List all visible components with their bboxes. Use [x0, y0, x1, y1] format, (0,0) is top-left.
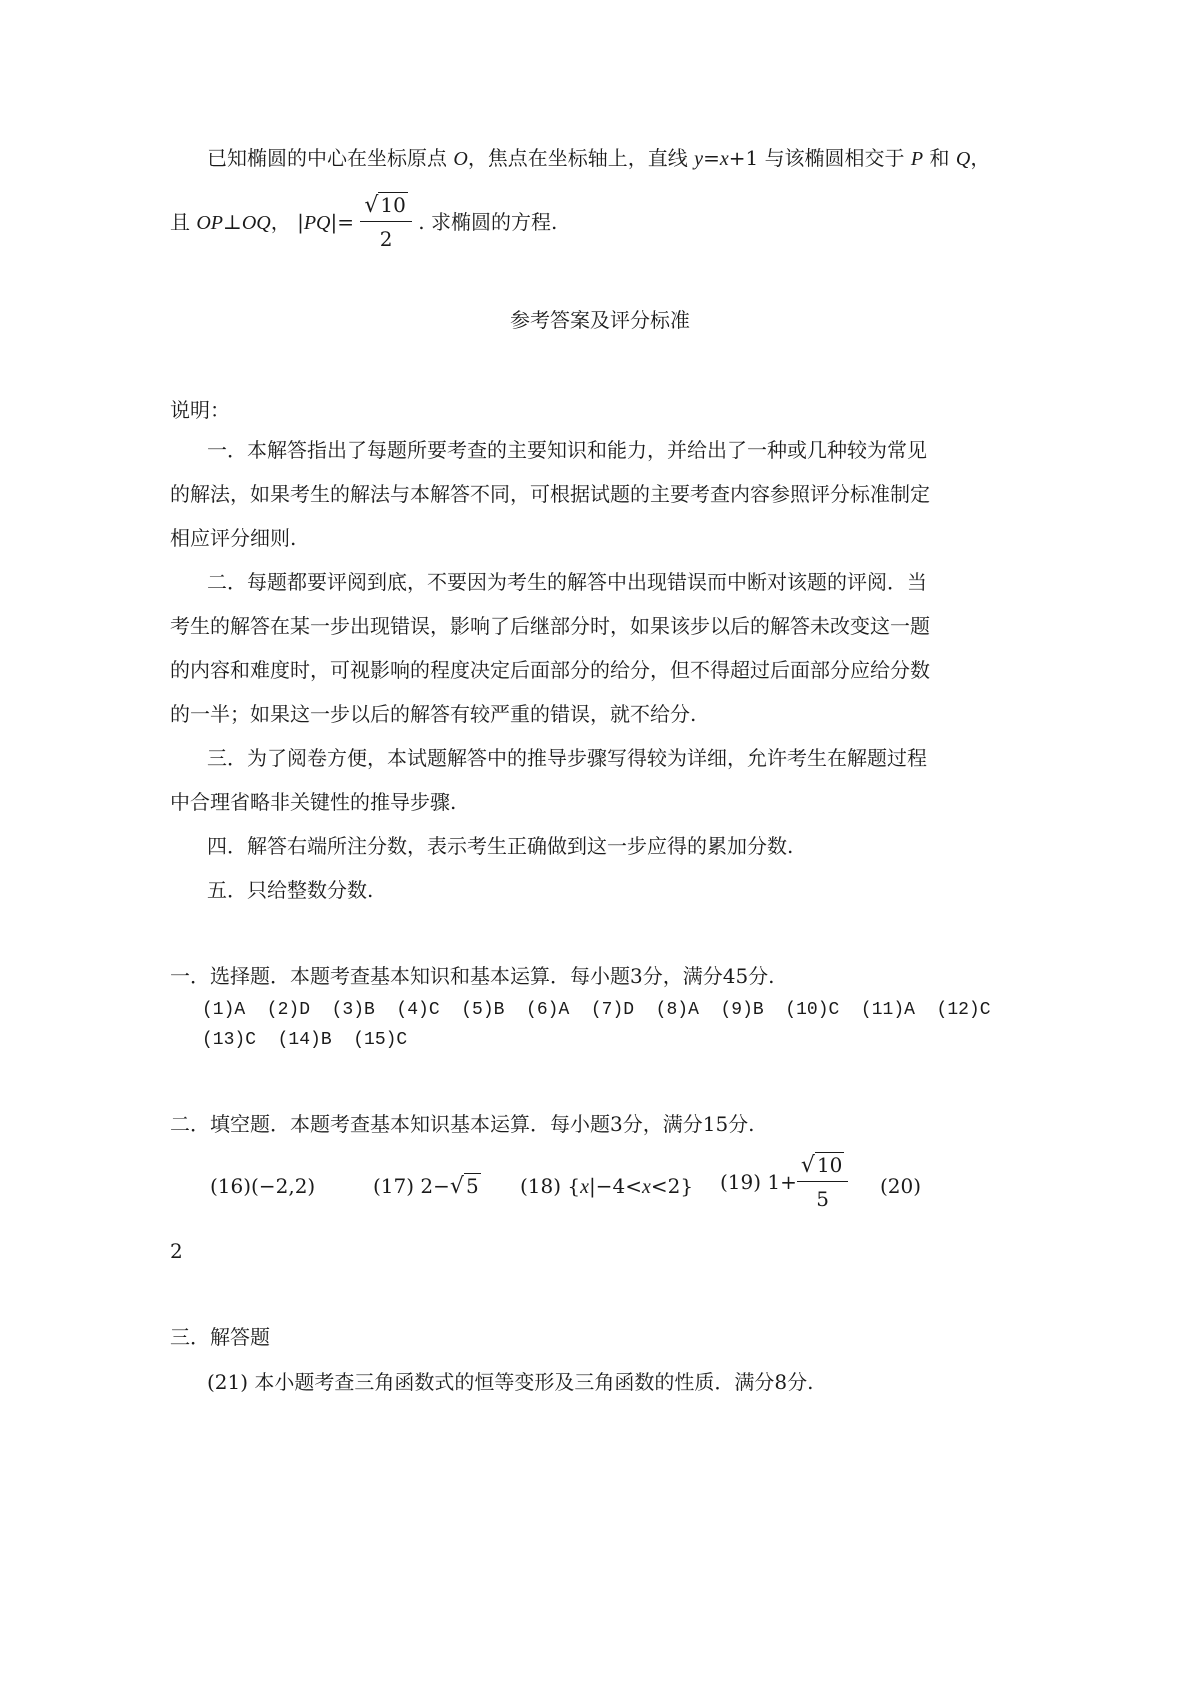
origin-symbol: O [453, 148, 468, 170]
problem-text: ， [270, 210, 291, 234]
mcq-answers-row-1: (1)A (2)D (3)B (4)C (5)B (6)A (7)D (8)A (9)B (10)C (11)A (12)C [202, 1000, 991, 1020]
note-paragraph-4: 四．解答右端所注分数，表示考生正确做到这一步应得的累加分数. [207, 834, 794, 858]
answer-20-value: 2 [170, 1239, 183, 1263]
problem-text: 且 [170, 210, 190, 234]
note-paragraph-2: 考生的解答在某一步出现错误，影响了后继部分时，如果该步以后的解答未改变这一题 [170, 614, 930, 638]
math-var-y: y [694, 148, 704, 170]
section-3-heading: 三．解答题 [170, 1325, 270, 1349]
answer-16: (16)(−2,2) [210, 1174, 316, 1198]
problem-line-2 [170, 192, 557, 254]
note-paragraph-1: 一．本解答指出了每题所要考查的主要知识和能力，并给出了一种或几种较为常见 [207, 438, 927, 462]
problem-text: ， [970, 146, 991, 170]
perpendicular-symbol: ⊥ [223, 210, 242, 234]
point-p: P [910, 148, 924, 170]
answer-19-value: 1+ [767, 1170, 797, 1194]
problem-text: 已知椭圆的中心在坐标原点 [207, 146, 447, 170]
set-brace: <2} [650, 1174, 694, 1198]
math-var-x: x [719, 148, 729, 170]
fraction-sqrt10-over-2 [360, 192, 411, 252]
set-brace: { [567, 1174, 581, 1198]
fraction-denominator: 5 [816, 1186, 830, 1211]
note-paragraph-2: 的内容和难度时，可视影响的程度决定后面部分的给分，但不得超过后面部分应给分数 [170, 658, 930, 682]
answer-18-label: (18) [520, 1174, 562, 1198]
mcq-answers-row-2: (13)C (14)B (15)C [202, 1030, 408, 1050]
fraction-numerator: 10 [380, 192, 406, 217]
fraction-numerator: 10 [816, 1152, 843, 1177]
note-paragraph-1: 的解法，如果考生的解法与本解答不同，可根据试题的主要考查内容参照评分标准制定 [170, 482, 930, 506]
segment-pq: PQ [303, 212, 331, 234]
answer-17-radicand: 5 [465, 1174, 479, 1198]
answers-title: 参考答案及评分标准 [510, 308, 690, 332]
math-equals: = [703, 146, 720, 170]
section-2-heading: 二．填空题．本题考查基本知识基本运算．每小题3分，满分15分. [170, 1112, 755, 1136]
math-plus-one: +1 [728, 146, 759, 170]
problem-text: ，焦点在坐标轴上，直线 [467, 146, 688, 170]
point-q: Q [955, 148, 971, 170]
fraction-sqrt10-over-5 [797, 1152, 848, 1212]
sqrt-icon: √ [449, 1174, 464, 1199]
notes-heading: 说明： [170, 398, 230, 422]
answer-18 [520, 1172, 693, 1201]
note-paragraph-1: 相应评分细则. [170, 526, 297, 550]
note-paragraph-5: 五．只给整数分数. [207, 878, 374, 902]
math-var-x: x [642, 1176, 651, 1198]
question-21-description: (21) 本小题考查三角函数式的恒等变形及三角函数的性质．满分8分. [207, 1370, 814, 1394]
problem-text: . 求椭圆的方程. [418, 210, 558, 234]
answer-18-middle: |−4< [589, 1174, 643, 1198]
segment-oq: OQ [241, 212, 271, 234]
sqrt-icon: √ [800, 1152, 815, 1178]
note-paragraph-3: 三．为了阅卷方便，本试题解答中的推导步骤写得较为详细，允许考生在解题过程 [207, 746, 927, 770]
problem-text: 与该椭圆相交于 [764, 146, 905, 170]
note-paragraph-3: 中合理省略非关键性的推导步骤. [170, 790, 457, 814]
problem-line-1 [207, 144, 990, 173]
math-equals: = [337, 210, 355, 234]
answer-20-label: (20) [880, 1174, 922, 1198]
answer-19-label: (19) [720, 1170, 762, 1194]
problem-text: 和 [929, 146, 950, 170]
answer-19 [720, 1152, 848, 1214]
abs-bar: | [330, 210, 338, 234]
note-paragraph-2: 二．每题都要评阅到底，不要因为考生的解答中出现错误而中断对该题的评阅．当 [207, 570, 927, 594]
section-1-heading: 一．选择题．本题考查基本知识和基本运算．每小题3分，满分45分. [170, 964, 775, 988]
answer-17-label: (17) [373, 1174, 415, 1198]
segment-op: OP [196, 212, 224, 234]
math-var-x: x [580, 1176, 590, 1198]
abs-bar: | [297, 210, 304, 234]
answer-17-value: 2− [420, 1174, 450, 1198]
note-paragraph-2: 的一半；如果这一步以后的解答有较严重的错误，就不给分. [170, 702, 697, 726]
sqrt-icon: √ [364, 192, 379, 218]
fraction-denominator: 2 [379, 226, 393, 251]
answer-17 [373, 1172, 481, 1201]
